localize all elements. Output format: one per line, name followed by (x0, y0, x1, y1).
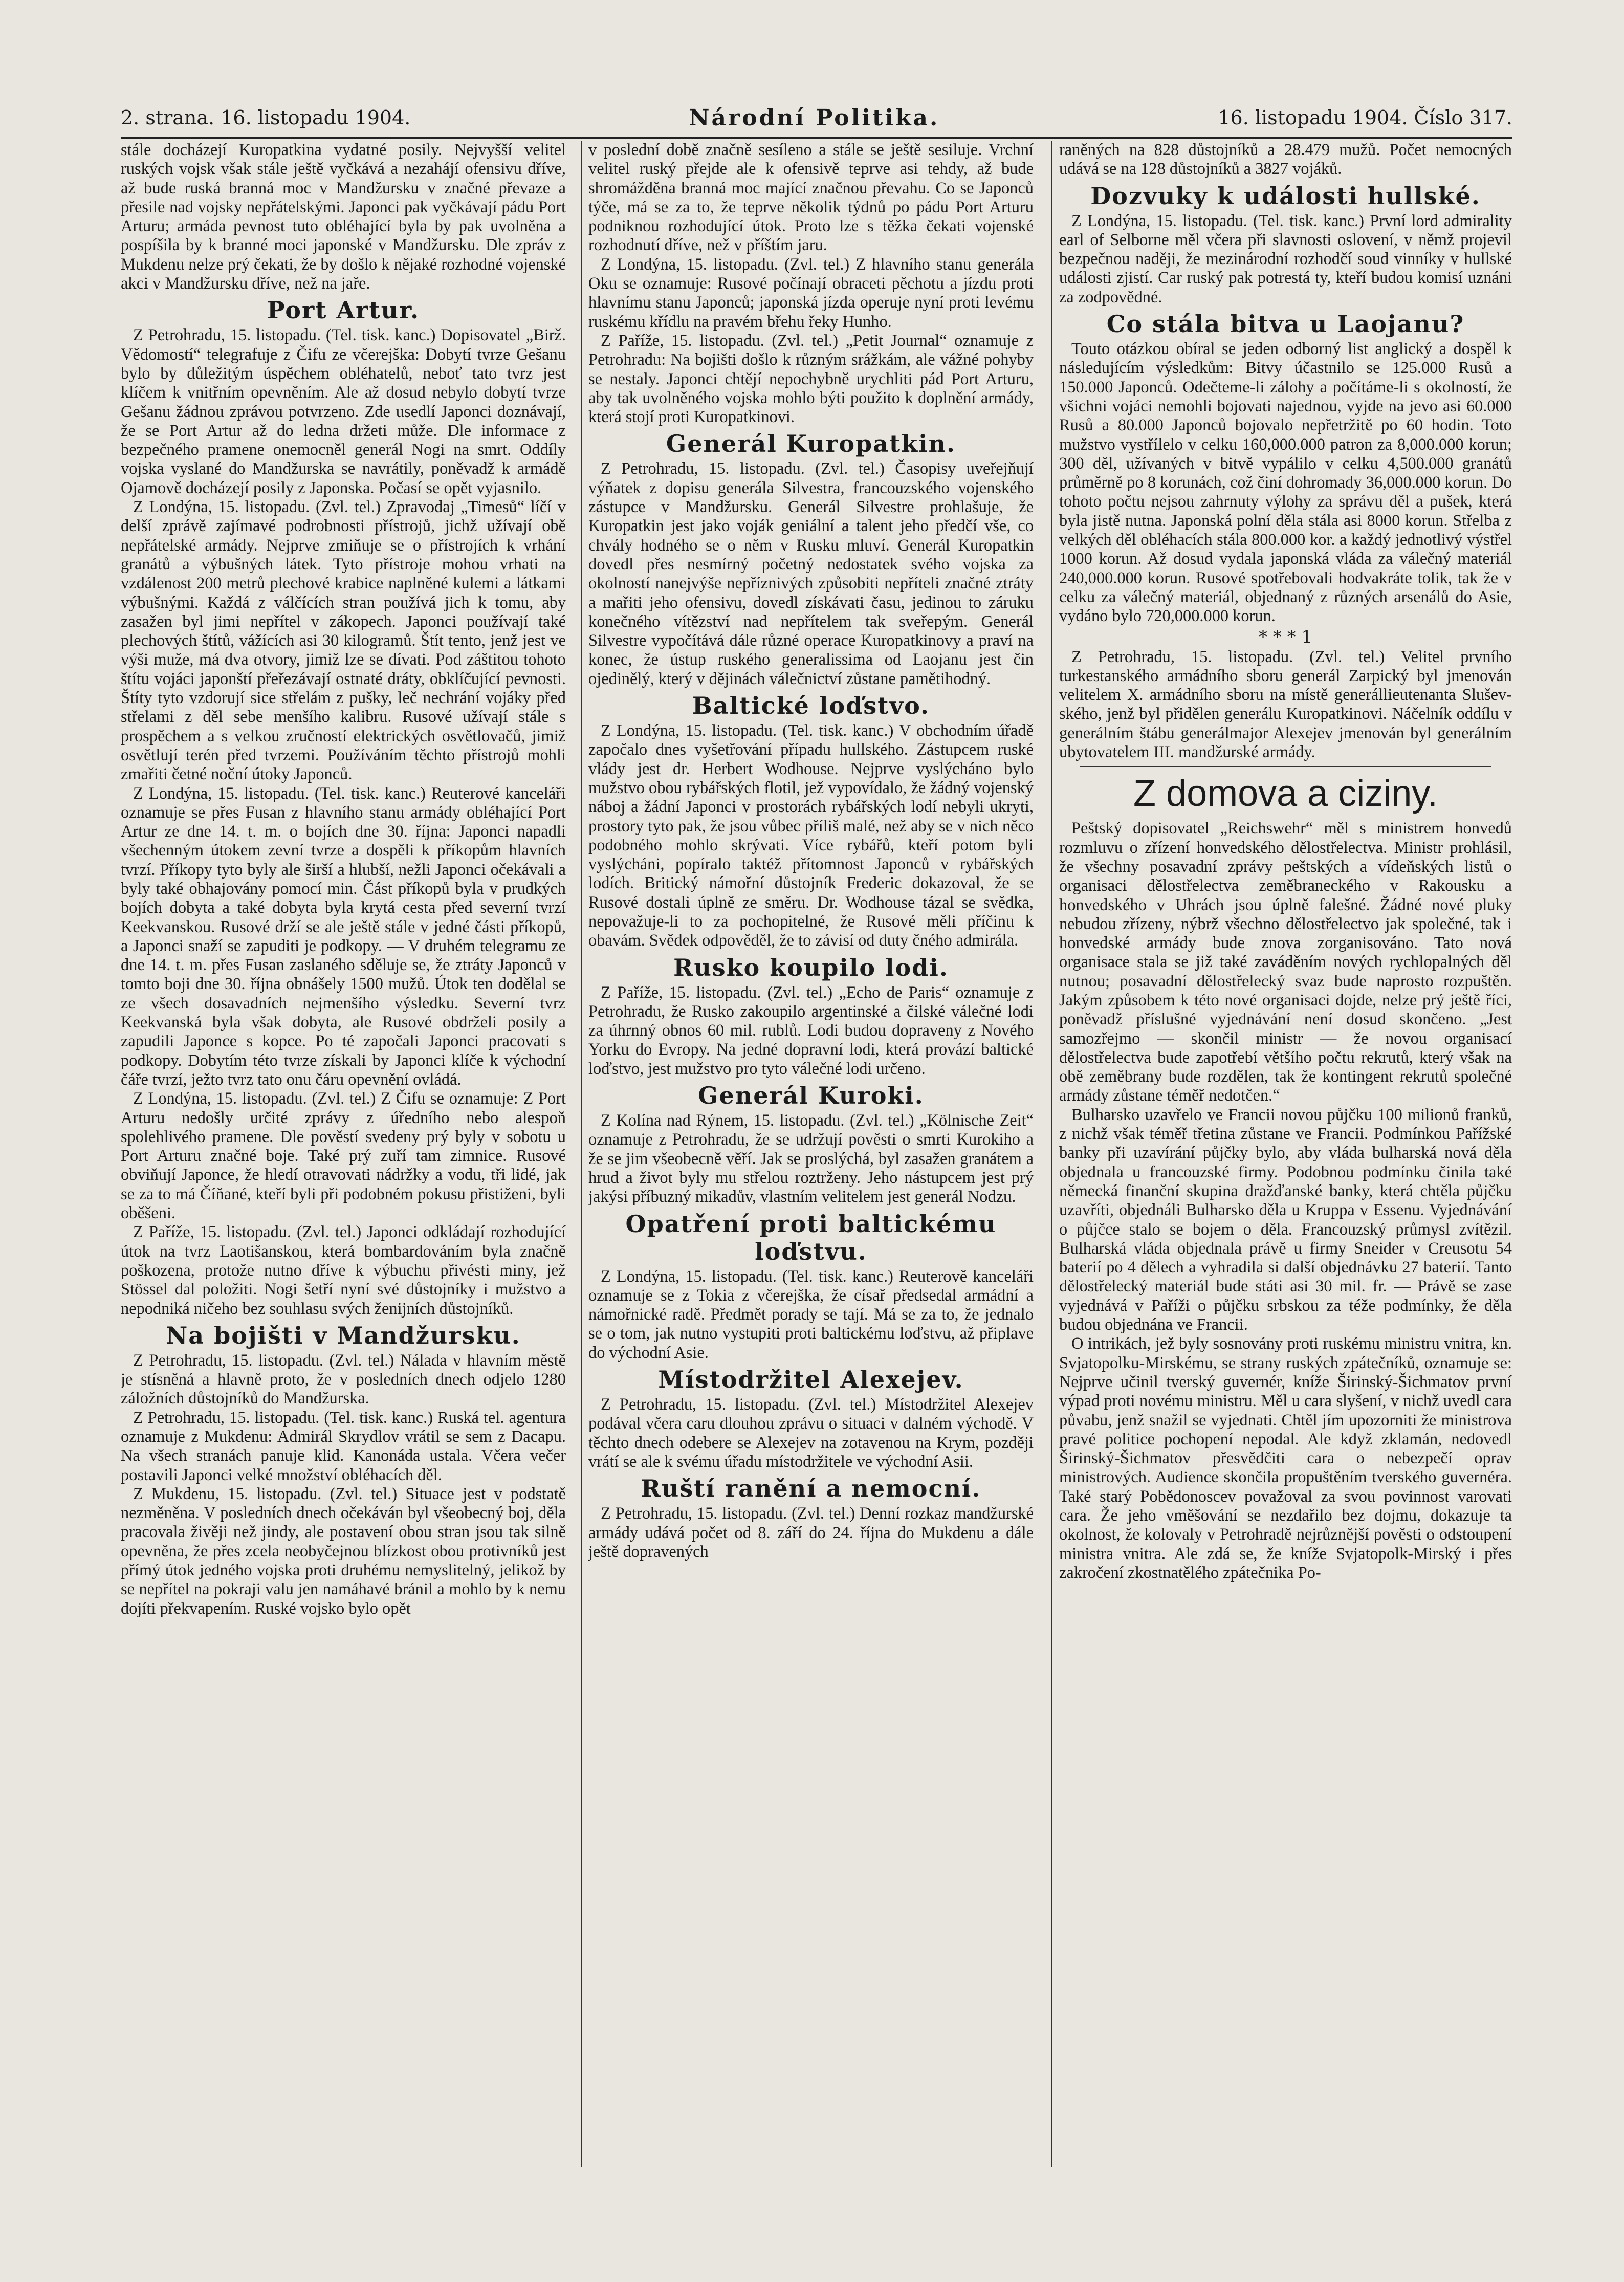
section-divider (1080, 766, 1491, 767)
article-paragraph: Z Londýna, 15. listopadu. (Tel. tisk. kanc.) V obchodním úřadě započalo dnes vyšetřování případu hullského. Zástupcem ruské vlády jest dr. Herbert Wodhouse. Nejprve vyslýcháno bylo mužstvo obou rybářských flotil, jež vypovídalo, že žádný vojenský náboj a žádní Japonci v prostorách rybářských lodí nebyli ukryti, prostory tyto pak, že jsou vůbec příliš malé, než aby se v nich něco podobného mohlo skrývati. Více rybářů, kteří potom byli vyslýcháni, popíralo taktéž přítomnost Japonců v rybářských lodích. Britický námořní důstojník Frederic dokazoval, že se Rusové dostali úplně ze směru. Dr. Wodhouse tázal se svědka, nepovažuje-li to za pochopitelné, že Rusové měli příčinu k obavám. Svědek odpověděl, že to závisí od duty čného admirála. (588, 721, 1034, 950)
section-heading-alexejev: Místodržitel Alexejev. (658, 1366, 964, 1394)
article-paragraph: stále docházejí Kuropatkina vydatné posily. Nejvyšší velitel ruských vojsk však stále ještě vyčkává a nezahájí ofensivu dříve, až bude ruská branná moc v Mandžursku v značné převaze a přesile nad vojsky nepřátelskými. Japonci pak vyčkávají pádu Port Arturu; armáda pevnost tuto obléhající byla by pak uvolněna a pospíšila by k branné moci japonské v Mandžursku. Dle zpráv z Mukdenu nelze prý čekati, že by došlo k nějaké rozhodné vojenské akci v Mandžursku dříve, než na jaře. (121, 141, 566, 293)
header-right: 16. listopadu 1904. Číslo 317. (1218, 106, 1512, 129)
article-paragraph: Z Petrohradu, 15. listopadu. (Zvl. tel.) Místodržitel Alexejev podával včera caru dlouhou zprávu o situaci v dalném východě. V těchto dnech odebere se Alexejev na zotavenou na Krym, později vrátí se ale k svému úřadu místodržitele ve východní Asii. (588, 1395, 1034, 1471)
section-heading-raneni: Ruští ranění a nemocní. (641, 1475, 981, 1503)
header-rule (121, 137, 1512, 139)
header-left: 2. strana. 16. listopadu 1904. (121, 106, 411, 129)
column-2 (588, 141, 1034, 2167)
article-paragraph: Z Londýna, 15. listopadu. (Tel. tisk. kanc.) Reuterové kanceláři oznamuje se přes Fusan z hlavního stanu armády obléhající Port Artur ze dne 14. t. m. o bojích dne 30. října: Japonci napadli všechenným útokem zevní tvrze a dospěli k příkopům hlavních tvrzí. Příkopy tyto byly ale širší a hlubší, nežli Japonci očekávali a byly také obhajovány pomocí min. Část příkopů byla v prudkých bojích dobyta a také dobyta byla krytá cesta před severní tvrzí Keekvanskou. Rusové drží se ale ještě stále v jedné části příkopů, a Japonci snaží se zapuditi je podkopy. — V druhém telegramu ze dne 14. t. m. přes Fusan zaslaného sděluje se, že ztráty Japonců v tomto boji dne 30. října obnášely 1500 mužů. Útok ten dodělal se ze všech dosavadních nejmenšího výsledku. Severní tvrz Keekvanská byla však dobyta, ale Rusové obdrželi posily a zapudili Japonce s kopce. Po té započali Japonci pracovati s podkopy. Dobytím této tvrze získali by Japonci klíče k východní čáře tvrzí, ježto tvrz tato onu čáru opevnění ovládá. (121, 784, 566, 1089)
article-paragraph: O intrikách, jež byly sosnovány proti ruskému ministru vnitra, kn. Svjatopolku-Mirskému, se strany ruských zpátečníků, oznamuje se: Nejprve učinil tverský guvernér, kníže Širinský-Šichmatov první výpad proti novému ministru. Měl u cara slyšení, v nichž uvedl cara půvabu, jenž snažil se vyjednati. Chtěl jím upozorniti že ministrova pravé politice pochopení nepodal. Ale když zklamán, nedovedl Širinský-Šichmatov přesvědčiti cara o nebezpečí oprav ministrových. Audience skončila propuštěním tverského guvernéra. Také starý Pobědonoscev považoval za svou povinnost varovati cara. Že jeho vměšování se nezdařilo bez dojmu, dokazuje ta okolnost, že kolovaly v Petrohradě nejrůznější pověsti o odstoupení ministra vnitra. Ale zdá se, že kníže Svjatopolk-Mirský i přes zakročení zkostnatělého zpátečnika Po- (1059, 1334, 1512, 1582)
section-heading-domova: Z domova a ciziny. (1133, 773, 1438, 815)
article-paragraph: Z Petrohradu, 15. listopadu. (Zvl. tel.) Velitel prvního turkestanského armádního sboru generál Zarpický byl jmenován velitelem X. armádního sboru na místě generállieutenanta Sluševského, jenž byl přidělen generálu Kuropatkinovi. Náčelník oddílu v generálním štábu generálmajor Alexejev jmenován byl generálním ubytovatelem III. mandžurské armády. (1059, 647, 1512, 762)
article-paragraph: Z Petrohradu, 15. listopadu. (Tel. tisk. kanc.) Dopisovatel „Birž. Vědomostí“ telegrafuje z Čifu ze včerejška: Dobytí tvrze Gešanu bylo by důležitým úspěchem obléhatelů, neboť tato tvrz jest klíčem k vnitřním opevněním. Ale až dosud nebylo dobytí tvrze Gešanu žádnou zprávou potvrzeno. Zde usedlí Japonci doznávají, že se Port Artur až do ledna držeti může. Dle informace z bezpečného pramene onemocněl generál Nogi na smrt. Oddíly vojska vyslané do Mandžurska se navrátily, poněvadž k armádě Ojamově docházejí posily z Japonska. Počasí se opět vyjasnilo. (121, 326, 566, 497)
section-heading-opatreni: Opatření proti baltickému loďstvu. (625, 1210, 997, 1265)
section-heading-port-artur: Port Artur. (267, 296, 420, 324)
article-paragraph: Bulharsko uzavřelo ve Francii novou půjčku 100 milionů franků, z nichž však téměř třetina zůstane ve Francii. Podmínkou Pařížské banky při uzavírání půjčky bylo, aby vláda bulharská nová děla objednala u francouzské firmy. Podobnou podmínku činila také německá finanční skupina dražďanské banky, která chtěla půjčku uzavříti, objednáli Bulharsko děla u Kruppa v Essenu. Vyjednávání o půjčce stalo se bojem o děla. Francouzský průmysl zvítězil. Bulharská vláda objednala právě u firmy Sneider v Creusotu 54 baterií po 4 dělech a vyhradila si další objednávku 27 baterií. Tanto dělostřelecký materiál bude státi asi 30 mil. fr. — Právě se zase vyjednává v Paříži o půjčku srbskou za téže podmínky, že děla budou objednána ve Francii. (1059, 1105, 1512, 1334)
article-paragraph: Z Petrohradu, 15. listopadu. (Zvl. tel.) Denní rozkaz mandžurské armády udává počet od 8. září do 24. října do Mukdenu a dále ještě dopravených (588, 1504, 1034, 1561)
article-paragraph: Z Londýna, 15. listopadu. (Zvl. tel.) Z hlavního stanu generála Oku se oznamuje: Rusové počínají obraceti pěchotu a jízdu proti hlavnímu stanu Japonců; japonská jízda operuje nyní proti levému ruskému křídlu na pravém břehu řeky Hunho. (588, 255, 1034, 331)
article-paragraph: Z Petrohradu, 15. listopadu. (Zvl. tel.) Časopisy uveřejňují výňatek z dopisu generála Silvestra, francouzského vojenského zástupce v Mandžursku. Generál Silvestre prohlašuje, že Kuropatkin jest jako voják geniální a talent jeho předčí vše, co chvály hodného se o něm v Rusku mluví. Generál Kuropatkin dovedl přes nesmírný početný nedostatek svého vojska za okolností nanejvýše nepříznivých způsobiti nepříteli značné ztráty a mařiti jeho ofensivu, dovedl získávati času, jedinou to záruku konečného vítězství nad nepřítelem tak sveřepým. Generál Silvestre vypočítává dále různé operace Kuropatkinovy a praví na konec, že ústup ruského generalissima od Laojanu jest čin ojedinělý, který v dějinách válečnictví zůstane pamětihodný. (588, 459, 1034, 688)
article-paragraph: Z Londýna, 15. listopadu. (Tel. tisk. kanc.) Reuterově kanceláři oznamuje se z Tokia z včerejška, že císař předsedal armádní a námořnické radě. Předmět porady se tají. Má se za to, že jednalo se o tom, jak nutno vystupiti proti baltickému loďstvu, až připlave do východní Asie. (588, 1267, 1034, 1362)
section-heading-kuropatkin: Generál Kuropatkin. (666, 430, 956, 458)
separator-stars: * * * 1 (1258, 626, 1313, 647)
section-heading-lodstvo: Baltické loďstvo. (692, 692, 930, 720)
page-header (121, 102, 1512, 133)
article-paragraph: raněných na 828 důstojníků a 28.479 mužů. Počet nemocných udává se na 128 důstojníků a 3827 vojáků. (1059, 141, 1512, 179)
article-paragraph: Z Kolína nad Rýnem, 15. listopadu. (Zvl. tel.) „Kölnische Zeit“ oznamuje z Petrohradu, že se udržují pověsti o smrti Kurokiho a že se jim všeobecně věří. Jak se proslýchá, byl zasažen granátem a hrud a život byly mu střelou roztrženy. Jeho nástupcem jest prý jakýsi příbuzný mikadův, vlastním velitelem jest generál Nodzu. (588, 1111, 1034, 1206)
column-3 (1059, 141, 1512, 2167)
column-divider-1 (581, 141, 582, 2167)
article-paragraph: Z Paříže, 15. listopadu. (Zvl. tel.) Japonci odkládají rozhodující útok na tvrz Laotišanskou, která bombardováním byla značně poškozena, protože nutno dříve k výbuchu přivésti miny, jež Stössel dal položiti. Nogi šetří nyní své důstojníky i mužstvo a nepodniká ničeho bez souhlasu svých ženijních důstojníků. (121, 1223, 566, 1318)
section-heading-kuroki: Generál Kuroki. (698, 1082, 924, 1110)
article-paragraph: Z Londýna, 15. listopadu. (Zvl. tel.) Zpravodaj „Timesů“ líčí v delší zprávě zajímavé podrobnosti přístrojů, jichž užívají obě nepřátelské armády. Nejprve zmiňuje se o přístrojích k vrhání granátů a výbušných látek. Tyto přístroje mohou vrhati na vzdálenost 200 metrů plechové krabice naplněné kulemi a látkami výbušnými. Každá z válčících stran používá jich k tomu, aby zasažen byl jimi nepřítel v zákopech. Japonci používají také plechových štítů, vážících asi 30 kilogramů. Štít tento, jenž jest ve výši muže, má dva otvory, jimiž lze se dívati. Pod záštitou tohoto štítu vojáci japonští přeřezávají ostnaté dráty, obklíčující pevnosti. Štíty tyto vzdorují sice střelám z pušky, leč nechrání vojáky před střelami z děl sebe menšího kalibru. Rusové užívají stále s prospěchem a s velkou zručností elektrických osvětlovačů, jimiž osvětlují terén před tvrzemi. Používáním těchto přístrojů mohli zmařiti četné noční útoky Japonců. (121, 498, 566, 784)
article-paragraph: Z Paříže, 15. listopadu. (Zvl. tel.) „Petit Journal“ oznamuje z Petrohradu: Na bojišti došlo k různým srážkám, ale vážné pohyby se nestaly. Japonci chtějí nepochybně urychliti pád Port Arturu, aby tak uvolněného vojska mohlo býti použito k doplnění armády, která stojí proti Kuropatkinovi. (588, 331, 1034, 427)
article-paragraph: Peštský dopisovatel „Reichswehr“ měl s ministrem honvedů rozmluvu o zřízení honvedského dělostřelectva. Ministr prohlásil, že všechny posavadní zprávy peštských a vídeňských listů o organisaci dělostřelectva zeměbraneckého v Rakousku a honvedského v Uhrách jsou úplně falešné. Žádné nové pluky nebudou zřízeny, nýbrž všechno dělostřelectvo jak společné, tak i honvedské armády bude znova zorganisováno. Tato nová organisace stala se již také zaváděním nových rychlopalných děl nutnou; posavadní dělostřelecký svaz bude naprosto rozpuštěn. Jakým způsobem k této nové organisaci dojde, nelze prý ještě říci, poněvadž příslušné vyjednávání není dosud skončeno. „Jest samozřejmo — skončil ministr — že novou organisací dělostřelectva bude zapotřebí většího počtu rekrutů, který však na obě zeměbrany bude rozdělen, tak že kontingent rekrutů společné armády zůstane téměř nedotčen.“ (1059, 819, 1512, 1105)
section-heading-bojiste: Na bojišti v Mandžursku. (166, 1321, 521, 1349)
article-paragraph: Z Paříže, 15. listopadu. (Zvl. tel.) „Echo de Paris“ oznamuje z Petrohradu, že Rusko zakoupilo argentinské a čilské válečné lodi za úhrnný obnos 60 mil. rublů. Lodi budou dopraveny z Nového Yorku do Evropy. Na jedné dopravní lodi, která provází baltické loďstvo, jest mužstvo pro tyto válečné lodi určeno. (588, 983, 1034, 1078)
masthead-title: Národní Politika. (689, 104, 940, 131)
article-paragraph: Z Londýna, 15. listopadu. (Tel. tisk. kanc.) První lord admirality earl of Selborne měl včera při slavnosti oslovení, v němž projevil bezpečnou naději, že mezinárodní rozhodčí soud vinníky v hullské události zjistí. Car ruský pak potrestá ty, kteří budou komisí uznáni za zodpovědné. (1059, 211, 1512, 306)
section-heading-bitva: Co stála bitva u Laojanu? (1106, 310, 1465, 338)
article-paragraph: Z Petrohradu, 15. listopadu. (Zvl. tel.) Nálada v hlavním městě je stísněná a hlavně proto, že v posledních dnech odjelo 1280 záložních důstojníků do Mandžurska. (121, 1351, 566, 1408)
article-paragraph: Z Petrohradu, 15. listopadu. (Tel. tisk. kanc.) Ruská tel. agentura oznamuje z Mukdenu: Admirál Skrydlov vrátil se sem z Dacapu. Na všech stranách panuje klid. Kanonáda ustala. Včera večer postavili Japonci velké množství obléhacích děl. (121, 1408, 566, 1484)
column-divider-2 (1051, 141, 1052, 2167)
article-paragraph: Z Londýna, 15. listopadu. (Zvl. tel.) Z Čifu se oznamuje: Z Port Arturu nedošly určité zprávy z úředního nebo alespoň spolehlivého pramene. Dle pověstí svedeny prý byly v sobotu u Port Arturu značné boje. Také prý zuří tam zimnice. Rusové obviňují Japonce, že hledí otravovati nádržky a vodu, tři lidé, jak se za to má Číňané, kteří byli při podobném pokusu přistiženi, byli oběšeni. (121, 1089, 566, 1223)
section-heading-rusko-lodi: Rusko koupilo lodi. (673, 953, 949, 981)
section-heading-dozvuky: Dozvuky k události hullské. (1090, 182, 1481, 210)
article-paragraph: v poslední době značně sesíleno a stále se ještě sesiluje. Vrchní velitel ruský přejde ale k ofensivě teprve asi tehdy, až bude shromážděna branná moc mající značnou převahu. Co se Japonců týče, má se za to, že teprve několik týdnů po pádu Port Arturu podniknou rozhodující útok. Proto lze s těžka čekati vojenské rozhodnutí dříve, než v příštím jaru. (588, 141, 1034, 255)
article-paragraph: Z Mukdenu, 15. listopadu. (Zvl. tel.) Situace jest v podstatě nezměněna. V posledních dnech očekáván byl všeobecný boj, děla pracovala živěji než jindy, ale postavení obou stran jsou tak silně opevněna, že přes zcela neobyčejnou blízkost obou protivníků jest přímý útok jedného vojska proti druhému nemyslitelný, jelikož by se nepřítel na pokraji valu jen namáhavé bránil a mohlo by k nemu dojíti překvapením. Ruské vojsko bylo opět (121, 1484, 566, 1618)
column-1 (121, 141, 566, 2167)
article-paragraph: Touto otázkou obíral se jeden odborný list anglický a dospěl k následujícím výsledkům: Bitvy účastnilo se 125.000 Rusů a 150.000 Japonců. Odečteme-li zálohy a počítáme-li s okolností, že všichni vojáci nemohli bojovati najednou, vyjde na jevo asi 60.000 Rusů a 80.000 Japonců bojovalo nepřetržitě po 60 hodin. Toto mužstvo vystřílelo v celku 160,000.000 patron za 8,000.000 korun; 300 děl, užívaných v bitvě vypálilo v celku 4,500.000 granátů průměrně po 8 korunách, což činí dohromady 36,000.000 korun. Do tohoto počtu nejsou zahrnuty výlohy za správu děl a pušek, která byla jistě nutna. Japonská polní děla stála asi 8000 korun. Střelba z velkých děl obléhacích stála 800.000 kor. a každý jednotlivý výstřel 1000 korun. Až dosud vydala japonská vláda za válečný materiál 240,000.000 korun. Rusové spotřebovali hodvakráte tolik, tak že v celku za válečný materiál, objednaný z různých arsenálů do Asie, vydáno bylo 720,000.000 korun. (1059, 340, 1512, 626)
